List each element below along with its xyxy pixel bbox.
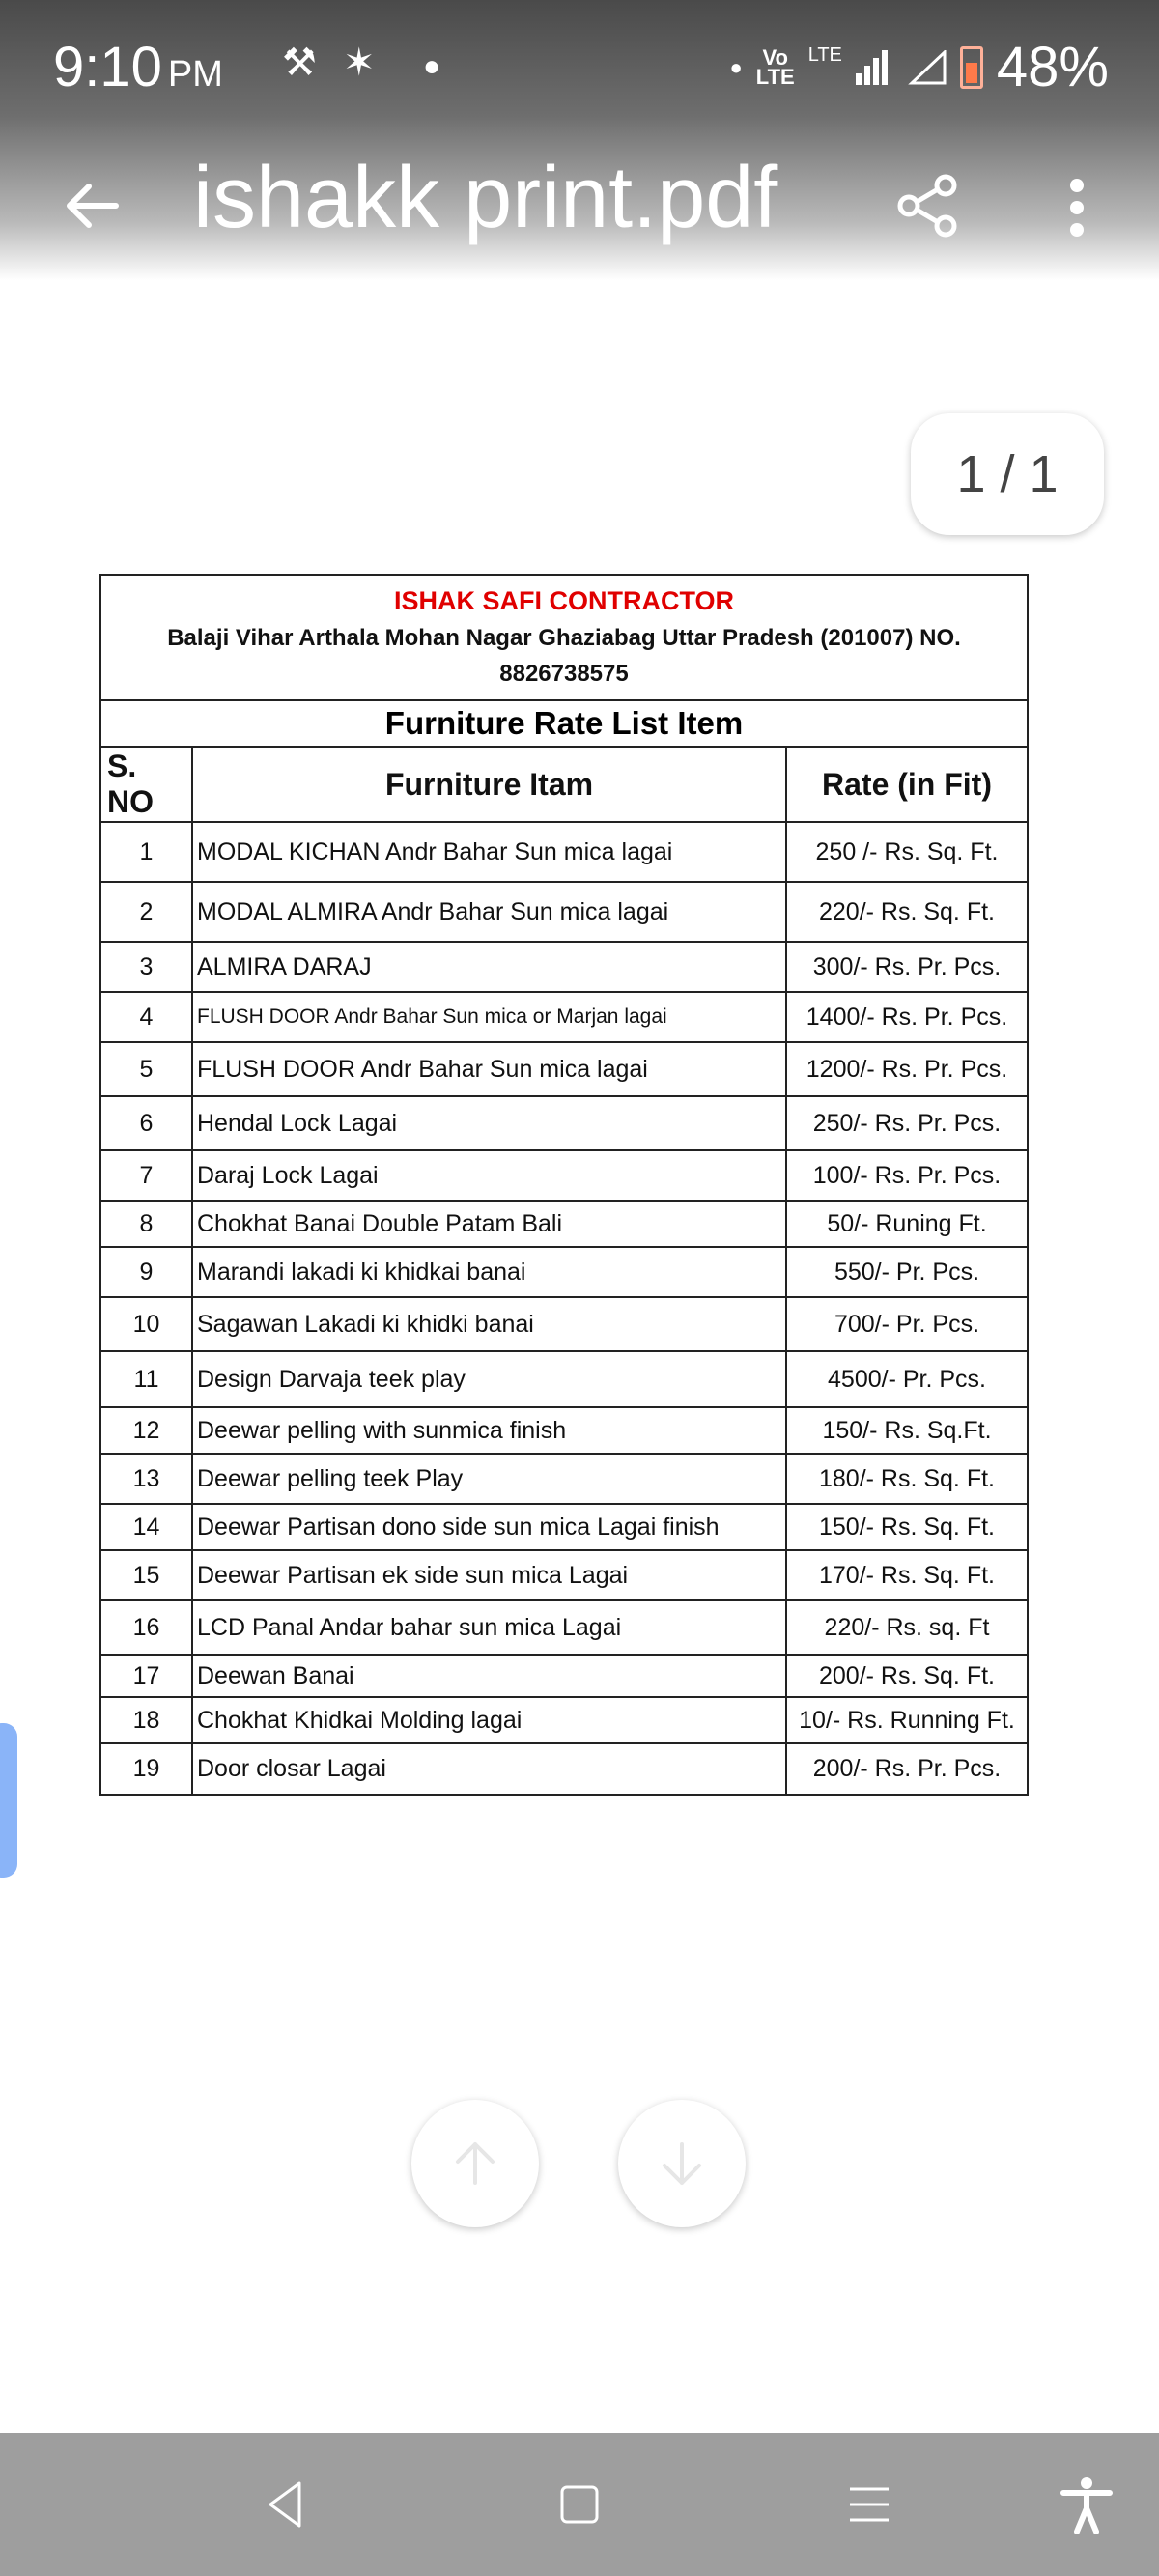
row-rate: 10/- Rs. Running Ft. (786, 1697, 1027, 1743)
row-sno: 6 (101, 1096, 192, 1150)
row-sno: 5 (101, 1042, 192, 1096)
status-right-group (729, 35, 1109, 99)
arrow-left-icon[interactable] (58, 172, 126, 240)
page-indicator: 1 / 1 (911, 413, 1104, 535)
table-row (101, 882, 1027, 942)
row-item: Hendal Lock Lagai (192, 1096, 786, 1150)
signal-icon (856, 50, 894, 85)
row-sno: 12 (101, 1407, 192, 1454)
sparkle-icon: ✶ (343, 42, 376, 84)
row-rate: 700/- Pr. Pcs. (786, 1297, 1027, 1351)
row-item: Door closar Lagai (192, 1743, 786, 1794)
table-row (101, 1297, 1027, 1351)
row-rate: 300/- Rs. Pr. Pcs. (786, 942, 1027, 992)
notification-icon: ⚒ (282, 42, 317, 84)
row-sno: 4 (101, 992, 192, 1042)
battery-icon (960, 46, 983, 89)
row-sno: 19 (101, 1743, 192, 1794)
row-item: Deewar pelling teek Play (192, 1454, 786, 1504)
table-row (101, 822, 1027, 882)
table-row (101, 992, 1027, 1042)
row-sno: 7 (101, 1150, 192, 1201)
row-item: Chokhat Khidkai Molding lagai (192, 1697, 786, 1743)
row-rate: 250 /- Rs. Sq. Ft. (786, 822, 1027, 882)
row-sno: 18 (101, 1697, 192, 1743)
row-item: Daraj Lock Lagai (192, 1150, 786, 1201)
status-bar (0, 0, 1159, 135)
table-row (101, 1550, 1027, 1600)
table-row (101, 1247, 1027, 1297)
table-row (101, 1201, 1027, 1247)
row-rate: 180/- Rs. Sq. Ft. (786, 1454, 1027, 1504)
nav-back-icon[interactable] (257, 2476, 315, 2534)
volte-icon: Vo LTE (755, 44, 795, 89)
table-row (101, 1351, 1027, 1407)
row-rate: 220/- Rs. Sq. Ft. (786, 882, 1027, 942)
table-row (101, 1655, 1027, 1697)
top-app-bar (0, 0, 1159, 280)
row-sno: 17 (101, 1655, 192, 1697)
company-address: Balaji Vihar Arthala Mohan Nagar Ghaziabag Uttar Pradesh (201007) NO. 8826738575 (167, 625, 961, 687)
table-row (101, 1454, 1027, 1504)
column-header-rate: Rate (in Fit) (786, 748, 1027, 822)
table-row (101, 1600, 1027, 1655)
table-row (101, 1743, 1027, 1794)
pdf-page (99, 574, 1029, 1796)
row-rate: 1200/- Rs. Pr. Pcs. (786, 1042, 1027, 1096)
row-item: FLUSH DOOR Andr Bahar Sun mica lagai (192, 1042, 786, 1096)
row-sno: 2 (101, 882, 192, 942)
table-row (101, 1096, 1027, 1150)
side-panel-handle[interactable] (0, 1723, 17, 1878)
clock-ampm: PM (167, 54, 223, 95)
row-rate: 150/- Rs. Sq. Ft. (786, 1504, 1027, 1550)
row-item: Sagawan Lakadi ki khidki banai (192, 1297, 786, 1351)
company-name: ISHAK SAFI CONTRACTOR (393, 586, 734, 615)
row-rate: 200/- Rs. Pr. Pcs. (786, 1743, 1027, 1794)
table-row (101, 942, 1027, 992)
battery-percent: 48% (996, 36, 1109, 99)
table-row (101, 1697, 1027, 1743)
row-rate: 100/- Rs. Pr. Pcs. (786, 1150, 1027, 1201)
row-sno: 11 (101, 1351, 192, 1407)
share-icon[interactable] (893, 172, 961, 240)
row-rate: 1400/- Rs. Pr. Pcs. (786, 992, 1027, 1042)
clock-time: 9:10 (53, 36, 162, 99)
row-item: ALMIRA DARAJ (192, 942, 786, 992)
table-row (101, 1150, 1027, 1201)
nav-recents-icon[interactable] (840, 2476, 898, 2534)
nav-home-icon[interactable] (551, 2476, 608, 2534)
dot-icon: ● (423, 50, 441, 82)
table-row (101, 1407, 1027, 1454)
row-rate: 250/- Rs. Pr. Pcs. (786, 1096, 1027, 1150)
arrow-up-icon (446, 2135, 504, 2193)
row-rate: 550/- Pr. Pcs. (786, 1247, 1027, 1297)
row-item: Design Darvaja teek play (192, 1351, 786, 1407)
scroll-down-button[interactable] (618, 2100, 746, 2227)
row-sno: 10 (101, 1297, 192, 1351)
row-sno: 3 (101, 942, 192, 992)
more-vert-icon[interactable] (1048, 174, 1106, 241)
accessibility-icon[interactable] (1058, 2476, 1116, 2534)
arrow-down-icon (653, 2135, 711, 2193)
document-title: ishakk print.pdf (193, 150, 778, 246)
table-row (101, 1042, 1027, 1096)
row-sno: 13 (101, 1454, 192, 1504)
table-row (101, 1504, 1027, 1550)
row-item: Marandi lakadi ki khidkai banai (192, 1247, 786, 1297)
table-header-row (101, 748, 1027, 822)
row-sno: 1 (101, 822, 192, 882)
row-sno: 14 (101, 1504, 192, 1550)
row-sno: 15 (101, 1550, 192, 1600)
row-item: LCD Panal Andar bahar sun mica Lagai (192, 1600, 786, 1655)
row-item: Deewar Partisan ek side sun mica Lagai (192, 1550, 786, 1600)
row-sno: 16 (101, 1600, 192, 1655)
toolbar (0, 135, 1159, 270)
row-sno: 9 (101, 1247, 192, 1297)
row-rate: 170/- Rs. Sq. Ft. (786, 1550, 1027, 1600)
wifi-off-signal-icon (908, 50, 947, 85)
document-header (101, 576, 1027, 701)
dot-icon: ● (729, 54, 743, 79)
row-item: FLUSH DOOR Andr Bahar Sun mica or Marjan lagai (192, 992, 786, 1042)
rate-list-title: Furniture Rate List Item (101, 701, 1027, 748)
column-header-item: Furniture Itam (192, 748, 786, 822)
row-rate: 200/- Rs. Sq. Ft. (786, 1655, 1027, 1697)
row-sno: 8 (101, 1201, 192, 1247)
lte-label: LTE (807, 44, 842, 66)
row-item: Deewan Banai (192, 1655, 786, 1697)
row-rate: 4500/- Pr. Pcs. (786, 1351, 1027, 1407)
row-item: Chokhat Banai Double Patam Bali (192, 1201, 786, 1247)
row-rate: 50/- Runing Ft. (786, 1201, 1027, 1247)
row-rate: 150/- Rs. Sq.Ft. (786, 1407, 1027, 1454)
row-item: MODAL KICHAN Andr Bahar Sun mica lagai (192, 822, 786, 882)
clock (53, 35, 223, 99)
row-rate: 220/- Rs. sq. Ft (786, 1600, 1027, 1655)
row-item: Deewar pelling with sunmica finish (192, 1407, 786, 1454)
row-item: Deewar Partisan dono side sun mica Lagai finish (192, 1504, 786, 1550)
scroll-up-button[interactable] (411, 2100, 539, 2227)
row-item: MODAL ALMIRA Andr Bahar Sun mica lagai (192, 882, 786, 942)
column-header-sno: S. NO (101, 748, 192, 822)
system-navigation-bar (0, 2433, 1159, 2576)
rate-table (101, 748, 1027, 1794)
